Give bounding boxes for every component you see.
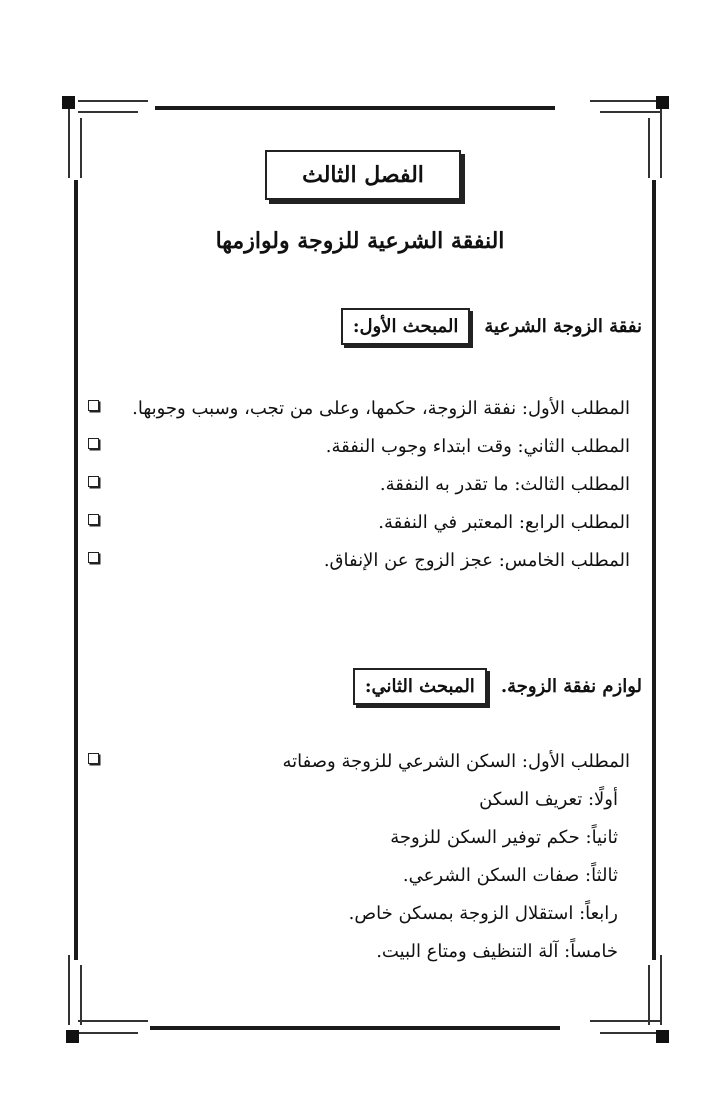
list-item xyxy=(84,390,644,428)
section-2-list xyxy=(84,743,644,971)
square-bullet-icon xyxy=(84,743,102,764)
section-2-heading xyxy=(353,668,642,705)
frame-corner-top-left xyxy=(62,96,75,109)
frame-right-line-2 xyxy=(648,118,650,178)
square-bullet-icon xyxy=(84,428,102,449)
frame-corner-bottom-right xyxy=(656,1030,669,1043)
list-item xyxy=(84,504,644,542)
list-item-text: المطلب الأول: نفقة الزوجة، حكمها، وعلى من تجب، وسبب وجوبها. xyxy=(132,398,630,419)
list-item xyxy=(84,466,644,504)
section-1-label: المبحث الأول: xyxy=(341,308,471,345)
list-item xyxy=(84,428,644,466)
chapter-title: النفقة الشرعية للزوجة ولوازمها xyxy=(215,228,505,254)
frame-corner-bottom-left xyxy=(66,1030,79,1043)
section-1-heading xyxy=(341,308,642,345)
frame-right-line-3 xyxy=(660,955,662,1025)
list-item-text: المطلب الرابع: المعتبر في النفقة. xyxy=(378,512,630,533)
section-1-title: نفقة الزوجة الشرعية xyxy=(484,316,642,337)
frame-left-line-1 xyxy=(68,108,70,178)
frame-bottom-rule xyxy=(150,1026,560,1030)
frame-left-line-3 xyxy=(68,955,70,1025)
square-bullet-icon xyxy=(84,504,102,525)
sub-item: رابعاً: استقلال الزوجة بمسكن خاص. xyxy=(348,903,618,924)
section-2-label: المبحث الثاني: xyxy=(353,668,487,705)
section-2-title: لوازم نفقة الزوجة. xyxy=(500,676,642,697)
square-bullet-icon xyxy=(84,466,102,487)
list-item-text: المطلب الأول: السكن الشرعي للزوجة وصفاته xyxy=(282,751,630,772)
frame-left-line-2 xyxy=(80,118,82,178)
list-item-text: المطلب الثالث: ما تقدر به النفقة. xyxy=(379,474,630,495)
chapter-label: الفصل الثالث xyxy=(302,162,424,188)
frame-top-left-line-1 xyxy=(78,100,148,102)
sub-item: أولًا: تعريف السكن xyxy=(479,789,618,810)
frame-left-rule xyxy=(74,180,78,960)
list-item-text: المطلب الخامس: عجز الزوج عن الإنفاق. xyxy=(323,550,630,571)
frame-top-rule xyxy=(155,106,555,110)
list-item xyxy=(84,542,644,580)
frame-bottom-left-line-1 xyxy=(78,1020,148,1022)
frame-top-right-line-1 xyxy=(590,100,660,102)
list-item xyxy=(84,743,644,781)
frame-right-line-4 xyxy=(648,965,650,1025)
list-item-text: المطلب الثاني: وقت ابتداء وجوب النفقة. xyxy=(325,436,630,457)
sub-item: ثانياً: حكم توفير السكن للزوجة xyxy=(390,827,618,848)
frame-right-rule xyxy=(652,180,656,960)
frame-corner-top-right xyxy=(656,96,669,109)
chapter-label-box xyxy=(265,150,461,200)
frame-bottom-right-line-2 xyxy=(600,1032,660,1034)
frame-left-line-4 xyxy=(80,965,82,1025)
square-bullet-icon xyxy=(84,390,102,411)
frame-top-right-line-2 xyxy=(600,111,660,113)
frame-top-left-line-2 xyxy=(78,111,138,113)
sub-item: خامساً: آلة التنظيف ومتاع البيت. xyxy=(376,941,618,962)
section-1-list xyxy=(84,390,644,580)
sub-item: ثالثاً: صفات السكن الشرعي. xyxy=(402,865,618,886)
square-bullet-icon xyxy=(84,542,102,563)
frame-bottom-left-line-2 xyxy=(78,1032,138,1034)
frame-right-line-1 xyxy=(660,108,662,178)
